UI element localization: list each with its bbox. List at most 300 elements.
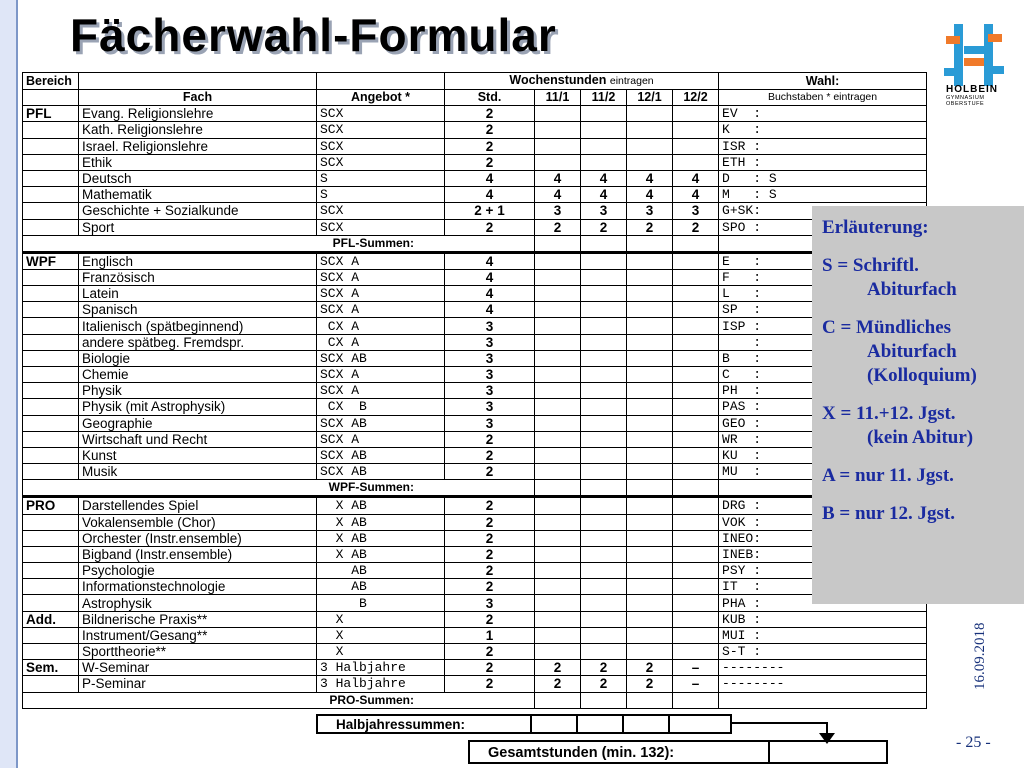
hours-input-2[interactable]: 4 bbox=[581, 170, 627, 186]
hours-input-4[interactable] bbox=[673, 286, 719, 302]
hours-input-1[interactable]: 2 bbox=[535, 660, 581, 676]
halbjahr-field-2[interactable] bbox=[576, 714, 624, 734]
angebot-cell: X AB bbox=[317, 546, 445, 562]
hours-input-2[interactable] bbox=[581, 122, 627, 138]
hours-input-3[interactable] bbox=[627, 269, 673, 285]
hours-input-3[interactable] bbox=[627, 497, 673, 514]
fach-cell: Musik bbox=[79, 464, 317, 480]
hours-input-1[interactable] bbox=[535, 447, 581, 463]
fach-cell: Physik (mit Astrophysik) bbox=[79, 399, 317, 415]
fach-cell: Geographie bbox=[79, 415, 317, 431]
hours-input-2[interactable] bbox=[581, 252, 627, 269]
hours-input-4[interactable]: 4 bbox=[673, 187, 719, 203]
hours-input-1[interactable]: 4 bbox=[535, 170, 581, 186]
bereich-cell: WPF bbox=[23, 252, 79, 269]
bereich-cell bbox=[23, 595, 79, 611]
table-row bbox=[23, 546, 927, 562]
bereich-cell bbox=[23, 563, 79, 579]
hours-input-2[interactable] bbox=[581, 644, 627, 660]
hours-input-1[interactable]: 3 bbox=[535, 203, 581, 219]
bereich-cell bbox=[23, 334, 79, 350]
legend-b: B = nur 12. Jgst. bbox=[822, 503, 955, 524]
wahl-input[interactable]: F : bbox=[719, 269, 927, 285]
fach-cell: Informationstechnologie bbox=[79, 579, 317, 595]
page-title: Fächerwahl-Formular bbox=[70, 9, 557, 61]
hours-input-4[interactable] bbox=[673, 579, 719, 595]
hours-input-4[interactable] bbox=[673, 447, 719, 463]
sum-field-3[interactable] bbox=[627, 480, 673, 497]
bereich-cell bbox=[23, 350, 79, 366]
hours-input-1[interactable] bbox=[535, 269, 581, 285]
bereich-cell bbox=[23, 399, 79, 415]
wahl-input[interactable]: D : S bbox=[719, 170, 927, 186]
hours-input-2[interactable] bbox=[581, 530, 627, 546]
halbjahr-field-4[interactable] bbox=[668, 714, 732, 734]
angebot-cell: S bbox=[317, 170, 445, 186]
hours-input-2[interactable] bbox=[581, 334, 627, 350]
fach-cell: Physik bbox=[79, 383, 317, 399]
legend-s: S = Schriftl. Abiturfach bbox=[822, 255, 957, 300]
hours-input-3[interactable] bbox=[627, 286, 673, 302]
std-cell: 3 bbox=[445, 383, 535, 399]
hours-input-1[interactable] bbox=[535, 627, 581, 643]
hours-input-4[interactable] bbox=[673, 138, 719, 154]
hours-input-1[interactable] bbox=[535, 302, 581, 318]
bereich-cell bbox=[23, 187, 79, 203]
hours-input-2[interactable] bbox=[581, 367, 627, 383]
hours-input-1[interactable] bbox=[535, 431, 581, 447]
hours-input-2[interactable] bbox=[581, 611, 627, 627]
hours-input-2[interactable] bbox=[581, 138, 627, 154]
hours-input-4[interactable] bbox=[673, 595, 719, 611]
std-cell: 4 bbox=[445, 302, 535, 318]
std-cell: 2 bbox=[445, 138, 535, 154]
legend-c: C = Mündliches Abiturfach (Kolloquium) bbox=[822, 317, 977, 386]
legend-title: Erläuterung: bbox=[822, 217, 929, 238]
angebot-cell: X AB bbox=[317, 530, 445, 546]
hours-input-2[interactable] bbox=[581, 415, 627, 431]
hours-input-1[interactable] bbox=[535, 154, 581, 170]
table-row bbox=[23, 334, 927, 350]
hours-input-4[interactable] bbox=[673, 269, 719, 285]
sum-label: PRO-Summen: bbox=[23, 692, 535, 708]
hours-input-2[interactable] bbox=[581, 318, 627, 334]
sum-label: PFL-Summen: bbox=[23, 235, 535, 252]
hours-input-1[interactable] bbox=[535, 318, 581, 334]
halbjahressummen-box bbox=[316, 714, 532, 734]
hours-input-1[interactable] bbox=[535, 286, 581, 302]
hours-input-4[interactable]: 2 bbox=[673, 219, 719, 235]
fach-cell: Israel. Religionslehre bbox=[79, 138, 317, 154]
table-row bbox=[23, 350, 927, 366]
wahl-input[interactable]: ETH : bbox=[719, 154, 927, 170]
hours-input-1[interactable] bbox=[535, 415, 581, 431]
wahl-input[interactable]: MU : bbox=[719, 464, 927, 480]
sum-field-4[interactable] bbox=[673, 235, 719, 252]
hours-input-3[interactable]: 2 bbox=[627, 660, 673, 676]
table-row bbox=[23, 611, 927, 627]
std-cell: 4 bbox=[445, 252, 535, 269]
hours-input-3[interactable]: 2 bbox=[627, 219, 673, 235]
std-cell: 4 bbox=[445, 170, 535, 186]
fach-cell: Instrument/Gesang** bbox=[79, 627, 317, 643]
sum-field-4[interactable] bbox=[673, 480, 719, 497]
hours-input-2[interactable] bbox=[581, 431, 627, 447]
hours-input-1[interactable]: 2 bbox=[535, 676, 581, 692]
hours-input-4[interactable] bbox=[673, 154, 719, 170]
sum-row bbox=[23, 480, 927, 497]
hours-input-1[interactable] bbox=[535, 546, 581, 562]
sum-field-1[interactable] bbox=[535, 480, 581, 497]
bereich-cell bbox=[23, 219, 79, 235]
hours-input-2[interactable] bbox=[581, 106, 627, 122]
hours-input-4[interactable] bbox=[673, 546, 719, 562]
wahl-input[interactable]: SP : bbox=[719, 302, 927, 318]
bereich-cell bbox=[23, 627, 79, 643]
hours-input-4[interactable] bbox=[673, 415, 719, 431]
table-row bbox=[23, 203, 927, 219]
table-row bbox=[23, 318, 927, 334]
hours-input-3[interactable]: 4 bbox=[627, 170, 673, 186]
hours-input-3[interactable] bbox=[627, 464, 673, 480]
std-cell: 4 bbox=[445, 269, 535, 285]
hours-input-3[interactable] bbox=[627, 611, 673, 627]
hours-input-2[interactable] bbox=[581, 302, 627, 318]
hours-input-3[interactable] bbox=[627, 350, 673, 366]
wahl-input[interactable]: EV : bbox=[719, 106, 927, 122]
angebot-cell: SCX AB bbox=[317, 350, 445, 366]
header-row-2 bbox=[23, 90, 927, 106]
wahl-input[interactable]: DRG : bbox=[719, 497, 927, 514]
hours-input-3[interactable] bbox=[627, 252, 673, 269]
hours-input-2[interactable] bbox=[581, 447, 627, 463]
hours-input-2[interactable] bbox=[581, 269, 627, 285]
hours-input-2[interactable] bbox=[581, 154, 627, 170]
hours-input-2[interactable]: 3 bbox=[581, 203, 627, 219]
hours-input-3[interactable] bbox=[627, 514, 673, 530]
wahl-input[interactable]: VOK : bbox=[719, 514, 927, 530]
wahl-input[interactable]: C : bbox=[719, 367, 927, 383]
bereich-cell: Sem. bbox=[23, 660, 79, 676]
table-row bbox=[23, 269, 927, 285]
fach-cell: Bildnerische Praxis** bbox=[79, 611, 317, 627]
hours-input-3[interactable] bbox=[627, 154, 673, 170]
wahl-input[interactable]: ISP : bbox=[719, 318, 927, 334]
table-row bbox=[23, 514, 927, 530]
table-row bbox=[23, 252, 927, 269]
wahl-input[interactable]: PHA : bbox=[719, 595, 927, 611]
fach-cell: W-Seminar bbox=[79, 660, 317, 676]
wahl-input[interactable]: K : bbox=[719, 122, 927, 138]
bereich-cell bbox=[23, 546, 79, 562]
std-cell: 2 bbox=[445, 447, 535, 463]
table-row bbox=[23, 644, 927, 660]
table-row bbox=[23, 627, 927, 643]
left-accent-bar bbox=[0, 0, 18, 768]
hours-input-1[interactable] bbox=[535, 106, 581, 122]
hours-input-4[interactable] bbox=[673, 334, 719, 350]
hours-input-4[interactable] bbox=[673, 431, 719, 447]
angebot-cell: X bbox=[317, 644, 445, 660]
fach-cell: Chemie bbox=[79, 367, 317, 383]
fach-cell: Sporttheorie** bbox=[79, 644, 317, 660]
wahl-input[interactable]: -------- bbox=[719, 676, 927, 692]
hours-input-1[interactable] bbox=[535, 595, 581, 611]
wahl-input[interactable]: IT : bbox=[719, 579, 927, 595]
std-cell: 2 bbox=[445, 497, 535, 514]
hours-input-1[interactable]: 4 bbox=[535, 187, 581, 203]
hours-input-2[interactable] bbox=[581, 399, 627, 415]
angebot-cell: SCX A bbox=[317, 302, 445, 318]
hours-input-2[interactable] bbox=[581, 579, 627, 595]
hours-input-4[interactable] bbox=[673, 367, 719, 383]
sum-field-2[interactable] bbox=[581, 235, 627, 252]
fach-cell: Bigband (Instr.ensemble) bbox=[79, 546, 317, 562]
wahl-input[interactable]: PAS : bbox=[719, 399, 927, 415]
angebot-cell: X AB bbox=[317, 497, 445, 514]
bereich-cell bbox=[23, 676, 79, 692]
wahl-input[interactable]: KU : bbox=[719, 447, 927, 463]
hours-input-3[interactable] bbox=[627, 399, 673, 415]
sum-row bbox=[23, 235, 927, 252]
hours-input-4[interactable] bbox=[673, 497, 719, 514]
hours-input-3[interactable] bbox=[627, 367, 673, 383]
hours-input-4[interactable]: 4 bbox=[673, 170, 719, 186]
hours-input-2[interactable] bbox=[581, 514, 627, 530]
fach-cell: Sport bbox=[79, 219, 317, 235]
hours-input-3[interactable] bbox=[627, 447, 673, 463]
sum-field-1[interactable] bbox=[535, 692, 581, 708]
std-cell: 2 bbox=[445, 219, 535, 235]
halbjahr-field-3[interactable] bbox=[622, 714, 670, 734]
hours-input-2[interactable] bbox=[581, 350, 627, 366]
fach-cell: Psychologie bbox=[79, 563, 317, 579]
header-11-1: 11/1 bbox=[535, 90, 581, 106]
hours-input-3[interactable] bbox=[627, 122, 673, 138]
hours-input-3[interactable] bbox=[627, 644, 673, 660]
hours-input-4[interactable] bbox=[673, 252, 719, 269]
sum-field-3[interactable] bbox=[627, 235, 673, 252]
angebot-cell: SCX A bbox=[317, 269, 445, 285]
table-row bbox=[23, 286, 927, 302]
hours-input-1[interactable] bbox=[535, 252, 581, 269]
hours-input-3[interactable] bbox=[627, 546, 673, 562]
hours-input-1[interactable] bbox=[535, 644, 581, 660]
table-row bbox=[23, 187, 927, 203]
hours-input-4[interactable] bbox=[673, 644, 719, 660]
fach-cell: Astrophysik bbox=[79, 595, 317, 611]
hours-input-2[interactable] bbox=[581, 627, 627, 643]
wahl-input[interactable]: INEB: bbox=[719, 546, 927, 562]
hours-input-3[interactable] bbox=[627, 383, 673, 399]
hours-input-4[interactable] bbox=[673, 106, 719, 122]
std-cell: 2 bbox=[445, 611, 535, 627]
angebot-cell: X bbox=[317, 627, 445, 643]
wahl-input[interactable]: KUB : bbox=[719, 611, 927, 627]
sum-label: WPF-Summen: bbox=[23, 480, 535, 497]
std-cell: 3 bbox=[445, 350, 535, 366]
hours-input-1[interactable] bbox=[535, 334, 581, 350]
hours-input-3[interactable] bbox=[627, 318, 673, 334]
angebot-cell: SCX bbox=[317, 122, 445, 138]
halbjahr-field-1[interactable] bbox=[530, 714, 578, 734]
hours-input-4[interactable] bbox=[673, 464, 719, 480]
hours-input-1[interactable] bbox=[535, 138, 581, 154]
wahl-input[interactable]: SPO : bbox=[719, 219, 927, 235]
hours-input-4[interactable] bbox=[673, 350, 719, 366]
fach-cell: Darstellendes Spiel bbox=[79, 497, 317, 514]
hours-input-4[interactable] bbox=[673, 514, 719, 530]
std-cell: 2 bbox=[445, 106, 535, 122]
hours-input-1[interactable] bbox=[535, 579, 581, 595]
hours-input-3[interactable] bbox=[627, 415, 673, 431]
angebot-cell: SCX AB bbox=[317, 447, 445, 463]
gesamtstunden-label: Gesamtstunden (min. 132): bbox=[488, 745, 675, 761]
hours-input-1[interactable] bbox=[535, 497, 581, 514]
hours-input-2[interactable] bbox=[581, 497, 627, 514]
wahl-input[interactable]: PH : bbox=[719, 383, 927, 399]
hours-input-3[interactable] bbox=[627, 595, 673, 611]
wahl-input[interactable]: PSY : bbox=[719, 563, 927, 579]
date-label: 16.09.2018 bbox=[972, 622, 988, 690]
hours-input-4[interactable]: 3 bbox=[673, 203, 719, 219]
wahl-input[interactable]: G+SK: bbox=[719, 203, 927, 219]
hours-input-4[interactable] bbox=[673, 122, 719, 138]
std-cell: 2 bbox=[445, 660, 535, 676]
hours-input-3[interactable] bbox=[627, 138, 673, 154]
hours-input-4[interactable] bbox=[673, 399, 719, 415]
hours-input-2[interactable] bbox=[581, 286, 627, 302]
hours-input-2[interactable]: 4 bbox=[581, 187, 627, 203]
hours-input-3[interactable] bbox=[627, 334, 673, 350]
hours-input-1[interactable] bbox=[535, 514, 581, 530]
wahl-input[interactable]: INEO: bbox=[719, 530, 927, 546]
bereich-cell bbox=[23, 579, 79, 595]
wahl-input[interactable]: ISR : bbox=[719, 138, 927, 154]
hours-input-1[interactable] bbox=[535, 464, 581, 480]
wahl-input[interactable]: L : bbox=[719, 286, 927, 302]
hours-input-2[interactable] bbox=[581, 383, 627, 399]
sum-field-2[interactable] bbox=[581, 480, 627, 497]
sum-field-1[interactable] bbox=[535, 235, 581, 252]
bereich-cell bbox=[23, 269, 79, 285]
wahl-input[interactable]: GEO : bbox=[719, 415, 927, 431]
wahl-input[interactable]: : bbox=[719, 334, 927, 350]
wahl-input[interactable]: WR : bbox=[719, 431, 927, 447]
std-cell: 4 bbox=[445, 187, 535, 203]
hours-input-4[interactable] bbox=[673, 627, 719, 643]
hours-input-3[interactable] bbox=[627, 106, 673, 122]
hours-input-1[interactable] bbox=[535, 122, 581, 138]
hours-input-1[interactable] bbox=[535, 350, 581, 366]
hours-input-3[interactable] bbox=[627, 431, 673, 447]
gesamtstunden-field[interactable] bbox=[768, 740, 888, 764]
angebot-cell: SCX A bbox=[317, 431, 445, 447]
bereich-cell bbox=[23, 318, 79, 334]
hours-input-3[interactable]: 3 bbox=[627, 203, 673, 219]
bereich-cell bbox=[23, 367, 79, 383]
hours-input-2[interactable]: 2 bbox=[581, 676, 627, 692]
school-logo-icon bbox=[940, 18, 1016, 128]
hours-input-2[interactable] bbox=[581, 546, 627, 562]
hours-input-1[interactable] bbox=[535, 383, 581, 399]
hours-input-1[interactable] bbox=[535, 611, 581, 627]
std-cell: 2 bbox=[445, 122, 535, 138]
table-row bbox=[23, 660, 927, 676]
hours-input-3[interactable] bbox=[627, 530, 673, 546]
hours-input-2[interactable] bbox=[581, 563, 627, 579]
angebot-cell: SCX AB bbox=[317, 464, 445, 480]
bereich-cell bbox=[23, 138, 79, 154]
angebot-cell: X bbox=[317, 611, 445, 627]
bereich-cell bbox=[23, 383, 79, 399]
bereich-cell bbox=[23, 302, 79, 318]
page-number: - 25 - bbox=[956, 734, 991, 751]
hours-input-4[interactable]: – bbox=[673, 676, 719, 692]
legend-x: X = 11.+12. Jgst. (kein Abitur) bbox=[822, 403, 974, 448]
hours-input-2[interactable] bbox=[581, 595, 627, 611]
std-cell: 2 bbox=[445, 530, 535, 546]
sum-field-3[interactable] bbox=[627, 692, 673, 708]
bereich-cell bbox=[23, 644, 79, 660]
fach-cell: Evang. Religionslehre bbox=[79, 106, 317, 122]
hours-input-3[interactable] bbox=[627, 579, 673, 595]
logo-h-mark bbox=[944, 24, 1004, 86]
wahl-input[interactable]: -------- bbox=[719, 660, 927, 676]
std-cell: 2 bbox=[445, 514, 535, 530]
hours-input-3[interactable] bbox=[627, 302, 673, 318]
hours-input-1[interactable] bbox=[535, 399, 581, 415]
hours-input-4[interactable] bbox=[673, 302, 719, 318]
std-cell: 3 bbox=[445, 367, 535, 383]
table-row bbox=[23, 563, 927, 579]
wahl-input[interactable]: M : S bbox=[719, 187, 927, 203]
hours-input-4[interactable] bbox=[673, 563, 719, 579]
hours-input-3[interactable] bbox=[627, 563, 673, 579]
hours-input-4[interactable] bbox=[673, 530, 719, 546]
table-row bbox=[23, 415, 927, 431]
hours-input-1[interactable] bbox=[535, 530, 581, 546]
bereich-cell: PRO bbox=[23, 497, 79, 514]
hours-input-2[interactable] bbox=[581, 464, 627, 480]
fach-cell: Italienisch (spätbeginnend) bbox=[79, 318, 317, 334]
table-row bbox=[23, 431, 927, 447]
wahl-input[interactable]: E : bbox=[719, 252, 927, 269]
sum-field-4[interactable] bbox=[673, 692, 719, 708]
wahl-input[interactable]: MUI : bbox=[719, 627, 927, 643]
hours-input-3[interactable]: 2 bbox=[627, 676, 673, 692]
table-row bbox=[23, 138, 927, 154]
std-cell: 2 bbox=[445, 563, 535, 579]
hours-input-4[interactable] bbox=[673, 383, 719, 399]
hours-input-4[interactable] bbox=[673, 318, 719, 334]
hours-input-1[interactable]: 2 bbox=[535, 219, 581, 235]
hours-input-1[interactable] bbox=[535, 367, 581, 383]
hours-input-3[interactable]: 4 bbox=[627, 187, 673, 203]
logo-text bbox=[946, 84, 998, 107]
hours-input-2[interactable]: 2 bbox=[581, 219, 627, 235]
wahl-input[interactable]: S-T : bbox=[719, 644, 927, 660]
wahl-input[interactable]: B : bbox=[719, 350, 927, 366]
fach-cell: P-Seminar bbox=[79, 676, 317, 692]
sum-field-2[interactable] bbox=[581, 692, 627, 708]
hours-input-1[interactable] bbox=[535, 563, 581, 579]
hours-input-4[interactable]: – bbox=[673, 660, 719, 676]
hours-input-3[interactable] bbox=[627, 627, 673, 643]
table-row bbox=[23, 106, 927, 122]
hours-input-4[interactable] bbox=[673, 611, 719, 627]
hours-input-2[interactable]: 2 bbox=[581, 660, 627, 676]
